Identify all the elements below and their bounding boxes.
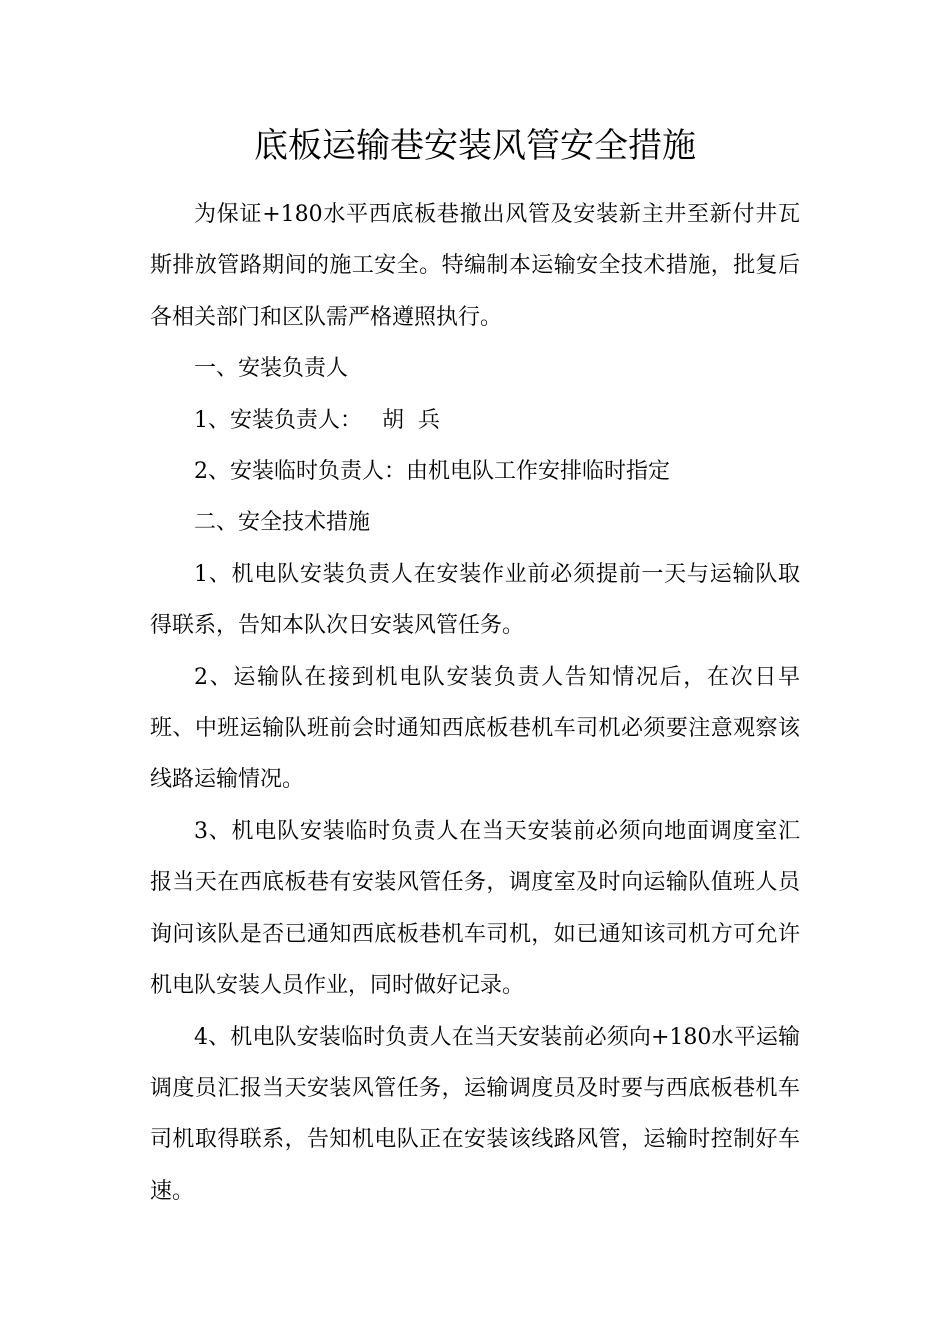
section-2-item-4: 4、机电队安装临时负责人在当天安装前必须向+180水平运输调度员汇报当天安装风管任务，运输调度员及时要与西底板巷机车司机取得联系，告知机电队正在安装该线路风管，运输时控制好车速。 <box>150 1024 800 1204</box>
section-2-item-3: 3、机电队安装临时负责人在当天安装前必须向地面调度室汇报当天在西底板巷有安装风管任务，调度室及时向运输队值班人员询问该队是否已通知西底板巷机车司机，如已通知该司机方可允许机电队安装人员作业，同时做好记录。 <box>150 818 800 999</box>
section-2-heading: 二、安全技术措施 <box>194 510 371 536</box>
item-1-label: 1、安装负责人： <box>194 407 362 433</box>
document-body <box>150 189 800 1217</box>
section-1-item-2: 2、安装临时负责人：由机电队工作安排临时指定 <box>194 459 670 485</box>
intro-paragraph: 为保证+180水平西底板巷撤出风管及安装新主井至新付井瓦斯排放管路期间的施工安全。特编制本运输安全技术措施，批复后各相关部门和区队需严格遵照执行。 <box>150 202 800 330</box>
section-2-item-2: 2、运输队在接到机电队安装负责人告知情况后，在次日早班、中班运输队班前会时通知西底板巷机车司机必须要注意观察该线路运输情况。 <box>150 664 800 793</box>
item-1-name: 胡 兵 <box>382 407 440 433</box>
section-2-item-1: 1、机电队安装负责人在安装作业前必须提前一天与运输队取得联系，告知本队次日安装风管任务。 <box>150 561 800 639</box>
document-title: 底板运输巷安装风管安全措施 <box>254 126 696 166</box>
section-1-item-1 <box>150 395 800 446</box>
section-1-heading: 一、安装负责人 <box>194 356 349 382</box>
